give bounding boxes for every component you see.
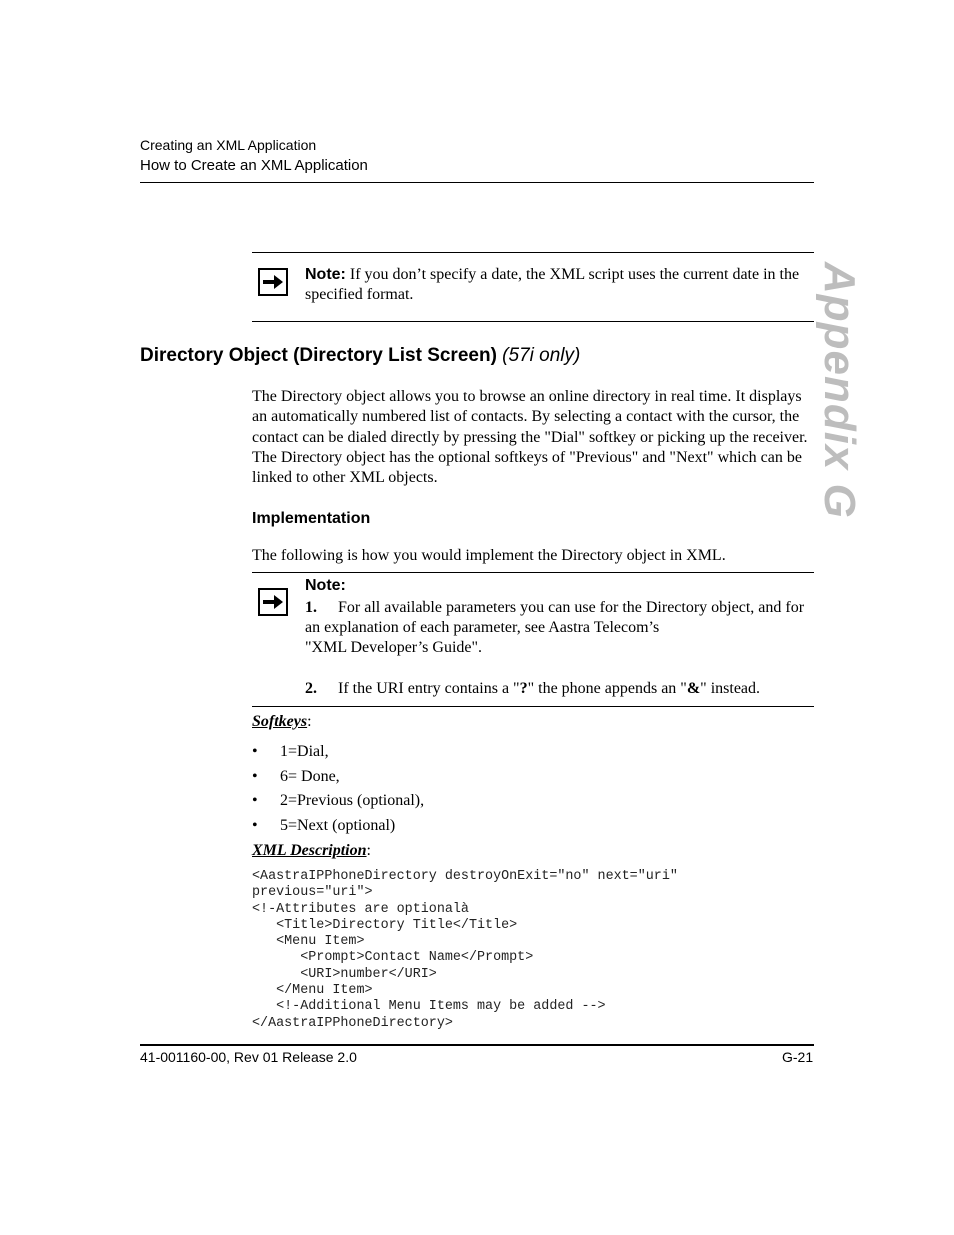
footer-page-number: G-21 — [782, 1049, 814, 1065]
running-header-chapter: Creating an XML Application — [140, 137, 317, 153]
softkey-item: 1=Dial, — [280, 743, 329, 760]
code-line: <Menu Item> — [252, 934, 365, 950]
note2-item1-text2: "XML Developer’s Guide". — [305, 639, 483, 656]
implementation-heading: Implementation — [252, 510, 371, 527]
footer-doc-id: 41-001160-00, Rev 01 Release 2.0 — [140, 1049, 357, 1065]
code-line: <!-Additional Menu Items may be added --> — [252, 999, 606, 1015]
note2-bottom-rule — [252, 706, 814, 707]
note1-top-rule — [252, 252, 814, 253]
note1-label: Note: — [305, 266, 346, 283]
bullet-icon: • — [252, 768, 258, 785]
softkey-item: 6= Done, — [280, 768, 340, 785]
code-line: </AastraIPPhoneDirectory> — [252, 1015, 453, 1031]
header-rule — [140, 182, 814, 183]
right-arrow-icon — [258, 268, 288, 296]
note2-item2-ampersand: & — [686, 680, 701, 697]
xml-description-colon: : — [366, 842, 371, 859]
xml-code-block — [252, 869, 678, 1032]
code-line: <URI>number</URI> — [252, 966, 437, 982]
code-line: <Prompt>Contact Name</Prompt> — [252, 950, 534, 966]
note2-item2-number: 2. — [305, 680, 317, 697]
note2-top-rule — [252, 572, 814, 573]
code-line: previous="uri"> — [252, 885, 373, 901]
note1-bottom-rule — [252, 321, 814, 322]
section-title — [140, 345, 580, 367]
softkeys-colon: : — [307, 713, 312, 730]
note2-item1-number: 1. — [305, 599, 317, 616]
implementation-text: The following is how you would implement the Directory object in XML. — [252, 547, 726, 564]
list-item — [252, 817, 395, 835]
note2-item2-text: If the URI entry contains a " — [338, 680, 520, 697]
note2-item1 — [305, 598, 813, 658]
note1-text: If you don’t specify a date, the XML script uses the current date in the specified format. — [305, 266, 800, 303]
xml-description-label: XML Description — [252, 842, 367, 859]
footer-rule — [140, 1044, 814, 1046]
code-line: <Title>Directory Title</Title> — [252, 917, 518, 933]
bullet-icon: • — [252, 817, 258, 834]
running-header-section: How to Create an XML Application — [140, 157, 368, 174]
note1 — [305, 265, 813, 305]
section-title-text: Directory Object (Directory List Screen) — [140, 345, 497, 366]
section-title-qualifier: (57i only) — [502, 345, 581, 366]
softkey-item: 2=Previous (optional), — [280, 792, 425, 809]
softkeys-heading — [252, 713, 312, 731]
note2-item2 — [305, 679, 813, 699]
intro-paragraph: The Directory object allows you to browse an online directory in real time. It displays an automatically numbered list of contacts. By selecting a contact with the cursor, the contact can be dialed directly by pressing the "Dial" softkey or picking up the receiver. The Directory object has the optional softkeys of "Previous" and "Next" which can be linked to other XML objects. — [252, 388, 808, 487]
bullet-icon: • — [252, 792, 258, 809]
right-arrow-icon — [258, 588, 288, 616]
list-item — [252, 768, 340, 786]
list-item — [252, 743, 329, 761]
note2-item1-text: For all available parameters you can use for the Directory object, and for an explanation of each parameter, see Aastra Telecom’s — [305, 599, 805, 636]
list-item — [252, 792, 424, 810]
bullet-icon: • — [252, 743, 258, 760]
xml-description-heading — [252, 842, 371, 860]
note2-item2-text-mid: " the phone appends an " — [527, 680, 687, 697]
code-line: </Menu Item> — [252, 983, 373, 999]
softkey-item: 5=Next (optional) — [280, 817, 396, 834]
note2-label: Note: — [305, 577, 346, 594]
softkeys-label: Softkeys — [252, 713, 308, 730]
code-line: <AastraIPPhoneDirectory destroyOnExit="no" next="uri" — [252, 869, 678, 884]
code-line: <!-Attributes are optionalà — [252, 901, 469, 917]
note2-item2-question-mark: ? — [519, 680, 528, 697]
appendix-side-tab: Appendix G — [815, 262, 864, 519]
note2-item2-text-end: " instead. — [700, 680, 761, 697]
